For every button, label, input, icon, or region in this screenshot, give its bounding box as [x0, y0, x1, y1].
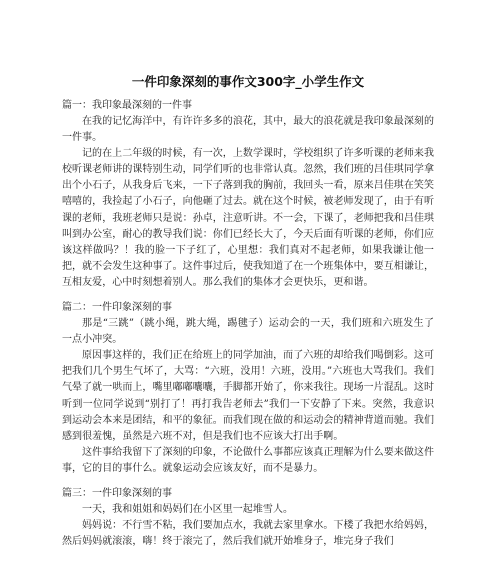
essay-section-2 — [62, 300, 434, 477]
paragraph: 一天，我和姐姐和妈妈们在小区里一起堆雪人。 — [82, 503, 294, 515]
section-heading: 篇二：一件印象深刻的事 — [62, 302, 172, 314]
paragraph: 原因事这样的，我们正在给班上的同学加油，而了六班的却给我们喝倒彩。这可把我们几个男生气坏了，大骂：“六班，没用！六班，没用。”六班也大骂我们。我们气晕了就一哄而上，嘴里嘟嘟囔囔，手脚都开始了，你来我往。现场一片混乱。这时听到一位同学说到“别打了！再打我告老师去”我们一下安静了下来。突然，我意识到运动会本来是团结，和平的象征。而我们现在做的和运动会的精神背道而驰。我们感到很羞愧，虽然是六班不对，但是我们也不应该大打出手啊。 — [62, 350, 434, 442]
section-heading: 篇一：我印象最深刻的一件事 — [62, 100, 192, 111]
paragraph: 那是“三跳”（跳小绳，跳大绳，踢毽子）运动会的一天，我们班和六班发生了一点小冲突。 — [62, 318, 434, 346]
paragraph: 记的在上二年级的时候，有一次，上数学课时，学校组织了许多听课的老师来我校听课老师讲的课特别生动，同学们听的也非常认真。忽然，我们班的吕佳琪同学拿出个小石子，从我身后飞来，一下子落到我的胸前，我回头一看，原来吕佳琪在笑笑嘻嘻的，我捡起了小石子，向他砸了过去。就在这个时候，被老师发现了，由于有听课的老师，我班老师只是说：孙卓，注意听讲。不一会，下课了，老师把我和吕佳琪叫到办公室，耐心的教导我们说：你们已经长大了，今天后面有听课的老师，你们应该这样做吗？！我的脸一下子红了，心里想：我们真对不起老师，如果我谦让他一把，就不会发生这种事了。这件事过后，使我知道了在一个班集体中，要互相谦让，互相友爱，心中时刻想着别人。那么我们的集体才会更快乐，更和谐。 — [62, 148, 434, 288]
document-title: 一件印象深刻的事作文300字_小学生作文 — [131, 74, 365, 89]
paragraph: 这件事给我留下了深刻的印象，不论做什么事都应该真正理解为什么要来做这件事，它的目的事什么。就象运动会应该友好，而不是暴力。 — [62, 446, 434, 474]
paragraph: 妈妈说：不行雪不粘，我们要加点水，我就去家里拿水。下楼了我把水给妈妈，然后妈妈就滚滚，嗨！终于滚完了，然后我们就开始堆身子，堆完身子我们 — [62, 520, 434, 548]
section-heading: 篇三：一件印象深刻的事 — [62, 487, 172, 499]
essay-section-1 — [62, 98, 434, 291]
paragraph: 在我的记忆海洋中，有许许多多的浪花，其中，最大的浪花就是我印象最深刻的一件事。 — [62, 116, 434, 144]
essay-section-3 — [62, 486, 434, 550]
